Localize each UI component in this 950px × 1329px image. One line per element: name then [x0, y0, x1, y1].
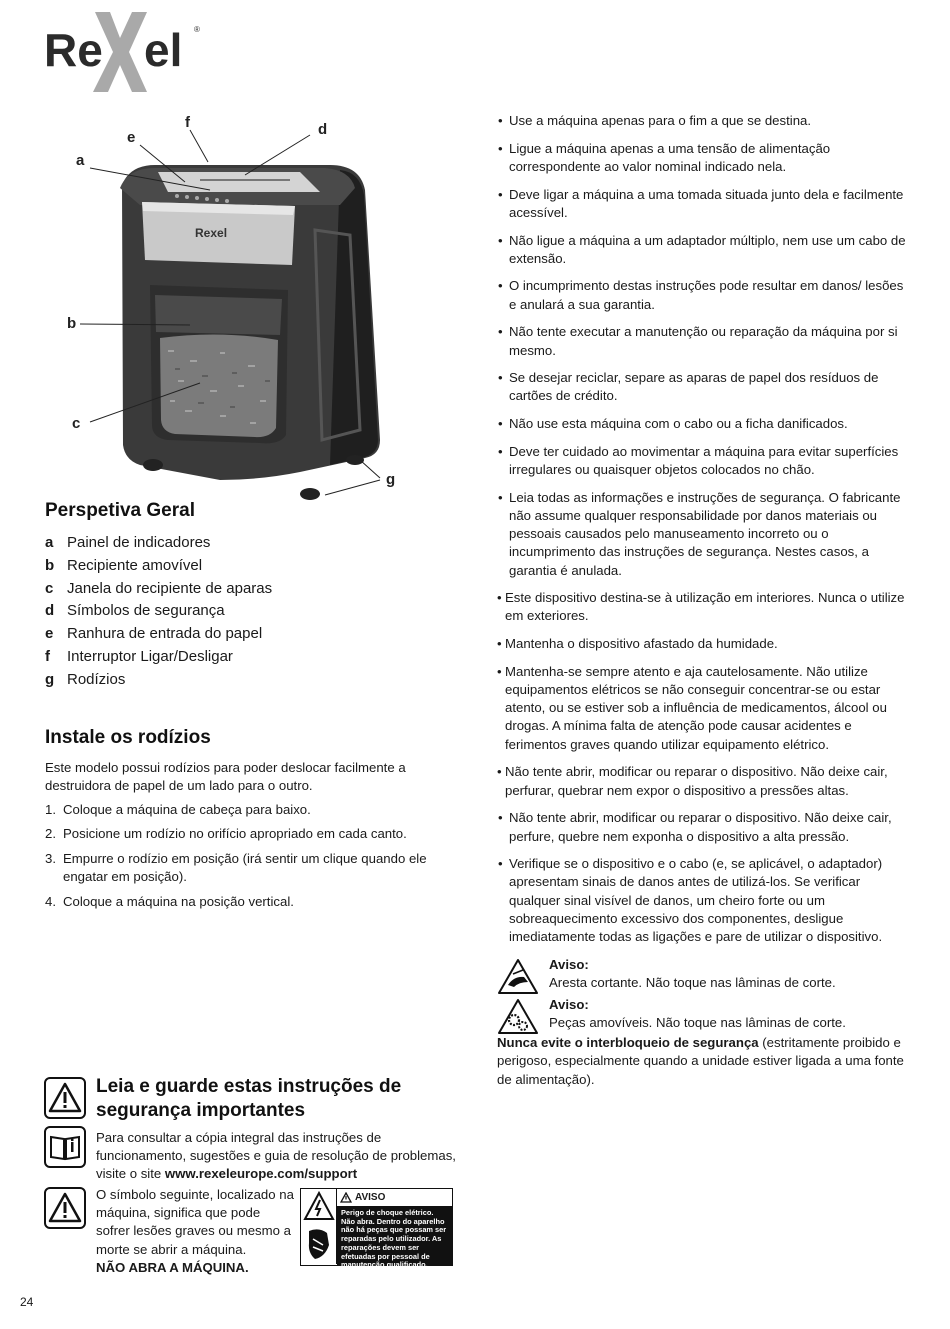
list-item: d Símbolos de segurança [45, 602, 225, 620]
overview-title: Perspetiva Geral [45, 500, 195, 521]
warning-triangle-icon [340, 1192, 352, 1203]
list-item: • Este dispositivo destina-se à utilização em interiores. Nunca o utilize em exteriores. [497, 589, 912, 625]
safety-symbol-text: O símbolo seguinte, localizado na máquina, significa que pode sofrer lesões graves ou mesmo a morte se abrir a máquina. NÃO ABRA A MÁQUINA. [96, 1187, 294, 1275]
casters-title: Instale os rodízios [45, 727, 211, 748]
svg-text:el: el [144, 24, 183, 76]
casters-intro: Este modelo possui rodízios para poder deslocar facilmente a destruidora de papel de um lado para o outro. [45, 760, 406, 794]
list-item: 3. Empurre o rodízio em posição (irá sentir um clique quando ele engatar em posição). [45, 850, 427, 885]
list-item: • Não tente abrir, modificar ou reparar o dispositivo. Não deixe cair, perfure, quebre nem exponha o dispositivo a alta pressão. [497, 809, 912, 845]
list-item: • Deve ligar a máquina a uma tomada situada junto dela e facilmente acessível. [497, 186, 912, 222]
callout-f: f [185, 114, 190, 131]
list-item: • Não ligue a máquina a um adaptador múltiplo, nem use um cabo de extensão. [497, 232, 912, 268]
list-item: 2. Posicione um rodízio no orifício apropriado em cada canto. [45, 826, 407, 842]
callout-c: c [72, 415, 81, 432]
warning-triangle-icon [44, 1187, 86, 1229]
list-item: • Não tente executar a manutenção ou reparação da máquina por si mesmo. [497, 323, 912, 359]
callout-b: b [67, 315, 77, 332]
warning-item: Aviso: Peças amovíveis. Não toque nas lâminas de corte. [497, 996, 912, 1036]
list-item: • Deve ter cuidado ao movimentar a máquina para evitar superfícies irregulares ou quaisquer objetos colocados no chão. [497, 443, 912, 479]
blade-hand-icon [497, 958, 539, 996]
list-item: • Use a máquina apenas para o fim a que se destina. [497, 112, 912, 130]
list-item: • Não tente abrir, modificar ou reparar o dispositivo. Não deixe cair, perfurar, quebrar nem expor o dispositivo a pressões altas. [497, 763, 912, 799]
list-item: • Não use esta máquina com o cabo ou a ficha danificados. [497, 415, 912, 433]
product-brand-label: Rexel [195, 226, 228, 240]
warnings [497, 956, 912, 1036]
list-item: 1. Coloque a máquina de cabeça para baixo. [45, 802, 311, 817]
overview-list [45, 532, 445, 692]
interlock-note: Nunca evite o interbloqueio de segurança (estritamente proibido e perigoso, especialmente quando a unidade estiver ligada a uma fonte de alimentação). [497, 1035, 904, 1087]
shock-warning-label [300, 1188, 453, 1270]
rexel-logo [44, 12, 204, 92]
list-item: • O incumprimento destas instruções pode resultar em danos/ lesões e anulará a sua garantia. [497, 277, 912, 313]
casters-steps [45, 801, 450, 917]
list-item: g Rodízios [45, 670, 126, 688]
list-item: • Ligue a máquina apenas a uma tensão de alimentação correspondente ao valor nominal indicado nela. [497, 140, 912, 176]
warning-triangle-icon [44, 1077, 86, 1119]
list-item: • Mantenha o dispositivo afastado da humidade. [497, 635, 912, 653]
safety-bullet-list [497, 112, 912, 956]
logo-wordmark: Re [44, 24, 103, 76]
do-not-open-text: NÃO ABRA A MÁQUINA. [96, 1259, 249, 1275]
aviso-label-body: Perigo de choque elétrico. Não abra. Dentro do aparelho não há peças que possam ser reparadas pelo utilizador. As reparações devem ser efetuadas por pessoal de manutenção qualificado. [337, 1206, 452, 1265]
read-manual-icon [44, 1126, 86, 1168]
page-number: 24 [20, 1295, 34, 1309]
support-link[interactable]: www.rexeleurope.com/support [164, 1166, 358, 1182]
safety-consult-text: Para consultar a cópia integral das instruções de funcionamento, sugestões e guia de resolução de problemas, visite o site www.rexeleurope.com/support [96, 1130, 456, 1182]
list-item: 4. Coloque a máquina na posição vertical. [45, 893, 294, 909]
list-item: • Verifique se o dispositivo e o cabo (e, se aplicável, o adaptador) apresentam sinais de danos antes de utilizá-los. Se verificar qualquer sinal visível de danos, um cheiro forte ou um sobreaquecimento excessivo dos componentes, desligue imediatamente todas as ligações e pare de utilizar o dispositivo. [497, 855, 912, 946]
list-item: e Ranhura de entrada do papel [45, 625, 263, 643]
list-item: c Janela do recipiente de aparas [45, 579, 273, 597]
list-item: b Recipiente amovível [45, 556, 203, 574]
list-item: • Mantenha-se sempre atento e aja cautelosamente. Não utilize equipamentos elétricos se não conseguir concentrar-se ou estar atento, ou se estiver sob a influência de medicamentos, álcool ou drogas. A mínima falta de atenção pode causar acidentes e ferimentos graves quando utilizar equipamento elétrico. [497, 663, 912, 754]
electric-shock-icon [301, 1189, 337, 1264]
safety-title: Leia e guarde estas instruções de segurança importantes [96, 1076, 402, 1121]
svg-text:®: ® [194, 25, 200, 34]
gears-icon [497, 998, 539, 1036]
list-item: • Se desejar reciclar, separe as aparas de papel dos resíduos de cartões de crédito. [497, 369, 912, 405]
callout-g: g [386, 471, 396, 488]
callout-a: a [76, 152, 85, 169]
aviso-label-head: AVISO [355, 1192, 386, 1203]
shredder-illustration [60, 110, 420, 510]
list-item: a Painel de indicadores [45, 534, 211, 551]
list-item: f Interruptor Ligar/Desligar [45, 647, 233, 665]
list-item: • Leia todas as informações e instruções de segurança. O fabricante não assume qualquer responsabilidade por danos materiais ou pessoais causados pelo manuseamento incorreto ou o incumprimento das instruções de segurança. Nestes casos, a garantia é anulada. [497, 489, 912, 580]
callout-d: d [318, 121, 328, 138]
callout-e: e [127, 129, 136, 146]
warning-item: Aviso: Aresta cortante. Não toque nas lâminas de corte. [497, 956, 912, 996]
